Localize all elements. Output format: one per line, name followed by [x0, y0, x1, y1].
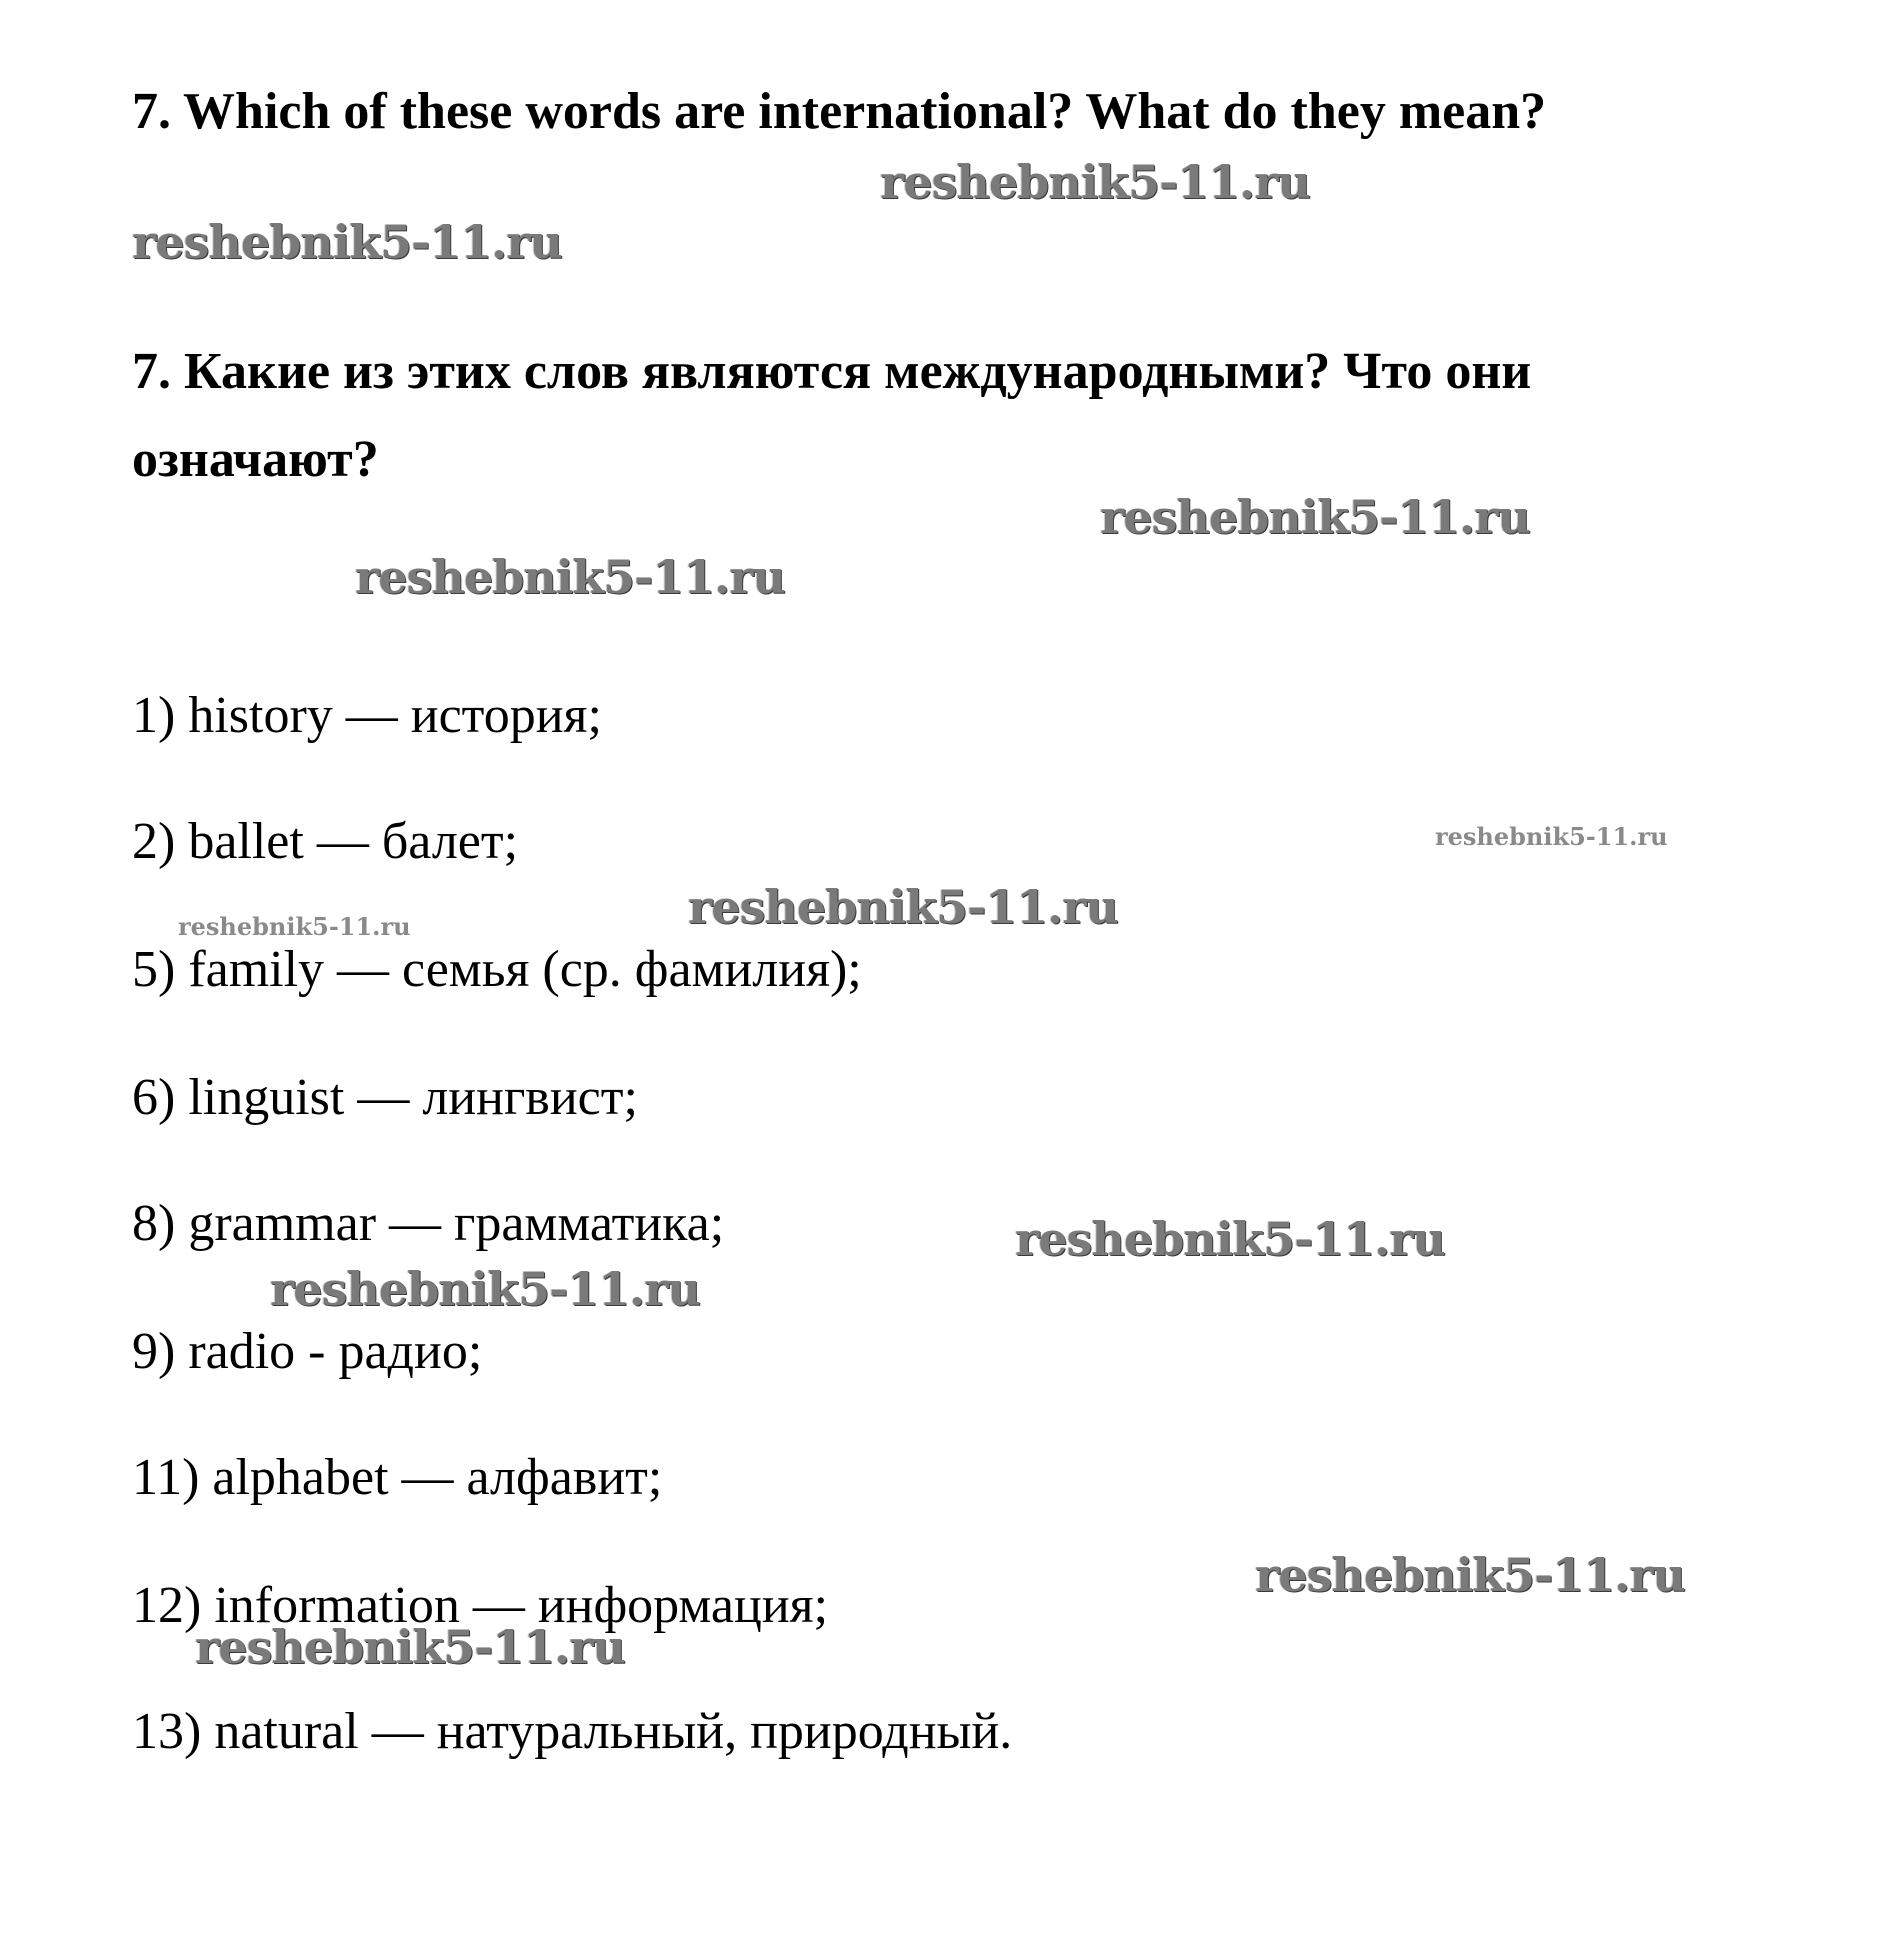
- heading-russian: 7. Какие из этих слов являются международными? Что они означают?: [132, 343, 1532, 488]
- answer-item: 11) alphabet — алфавит;: [132, 1449, 663, 1506]
- answer-item: 1) history — история;: [132, 687, 602, 744]
- answer-item: 2) ballet — балет;: [132, 813, 519, 870]
- watermark: reshebnik5-11.ru: [1015, 1212, 1445, 1266]
- watermark: reshebnik5-11.ru: [1100, 490, 1530, 544]
- watermark: reshebnik5-11.ru: [132, 215, 562, 269]
- answer-item: 12) information — информация;: [132, 1577, 829, 1634]
- watermark: reshebnik5-11.ru: [1255, 1548, 1685, 1602]
- answer-item: 9) radio - радио;: [132, 1323, 483, 1380]
- watermark: reshebnik5-11.ru: [270, 1262, 700, 1316]
- watermark: reshebnik5-11.ru: [355, 550, 785, 604]
- answer-item: 8) grammar — грамматика;: [132, 1195, 725, 1252]
- answer-item: 13) natural — натуральный, природный.: [132, 1703, 1013, 1760]
- watermark: reshebnik5-11.ru: [195, 1620, 625, 1674]
- answer-item: 5) family — семья (ср. фамилия);: [132, 941, 862, 998]
- heading-english: 7. Which of these words are international? What do they mean?: [132, 83, 1547, 140]
- watermark: reshebnik5-11.ru: [688, 880, 1118, 934]
- watermark: reshebnik5-11.ru: [880, 155, 1310, 209]
- watermark: reshebnik5-11.ru: [1435, 822, 1668, 851]
- watermark: reshebnik5-11.ru: [178, 912, 411, 941]
- answer-item: 6) linguist — лингвист;: [132, 1069, 638, 1126]
